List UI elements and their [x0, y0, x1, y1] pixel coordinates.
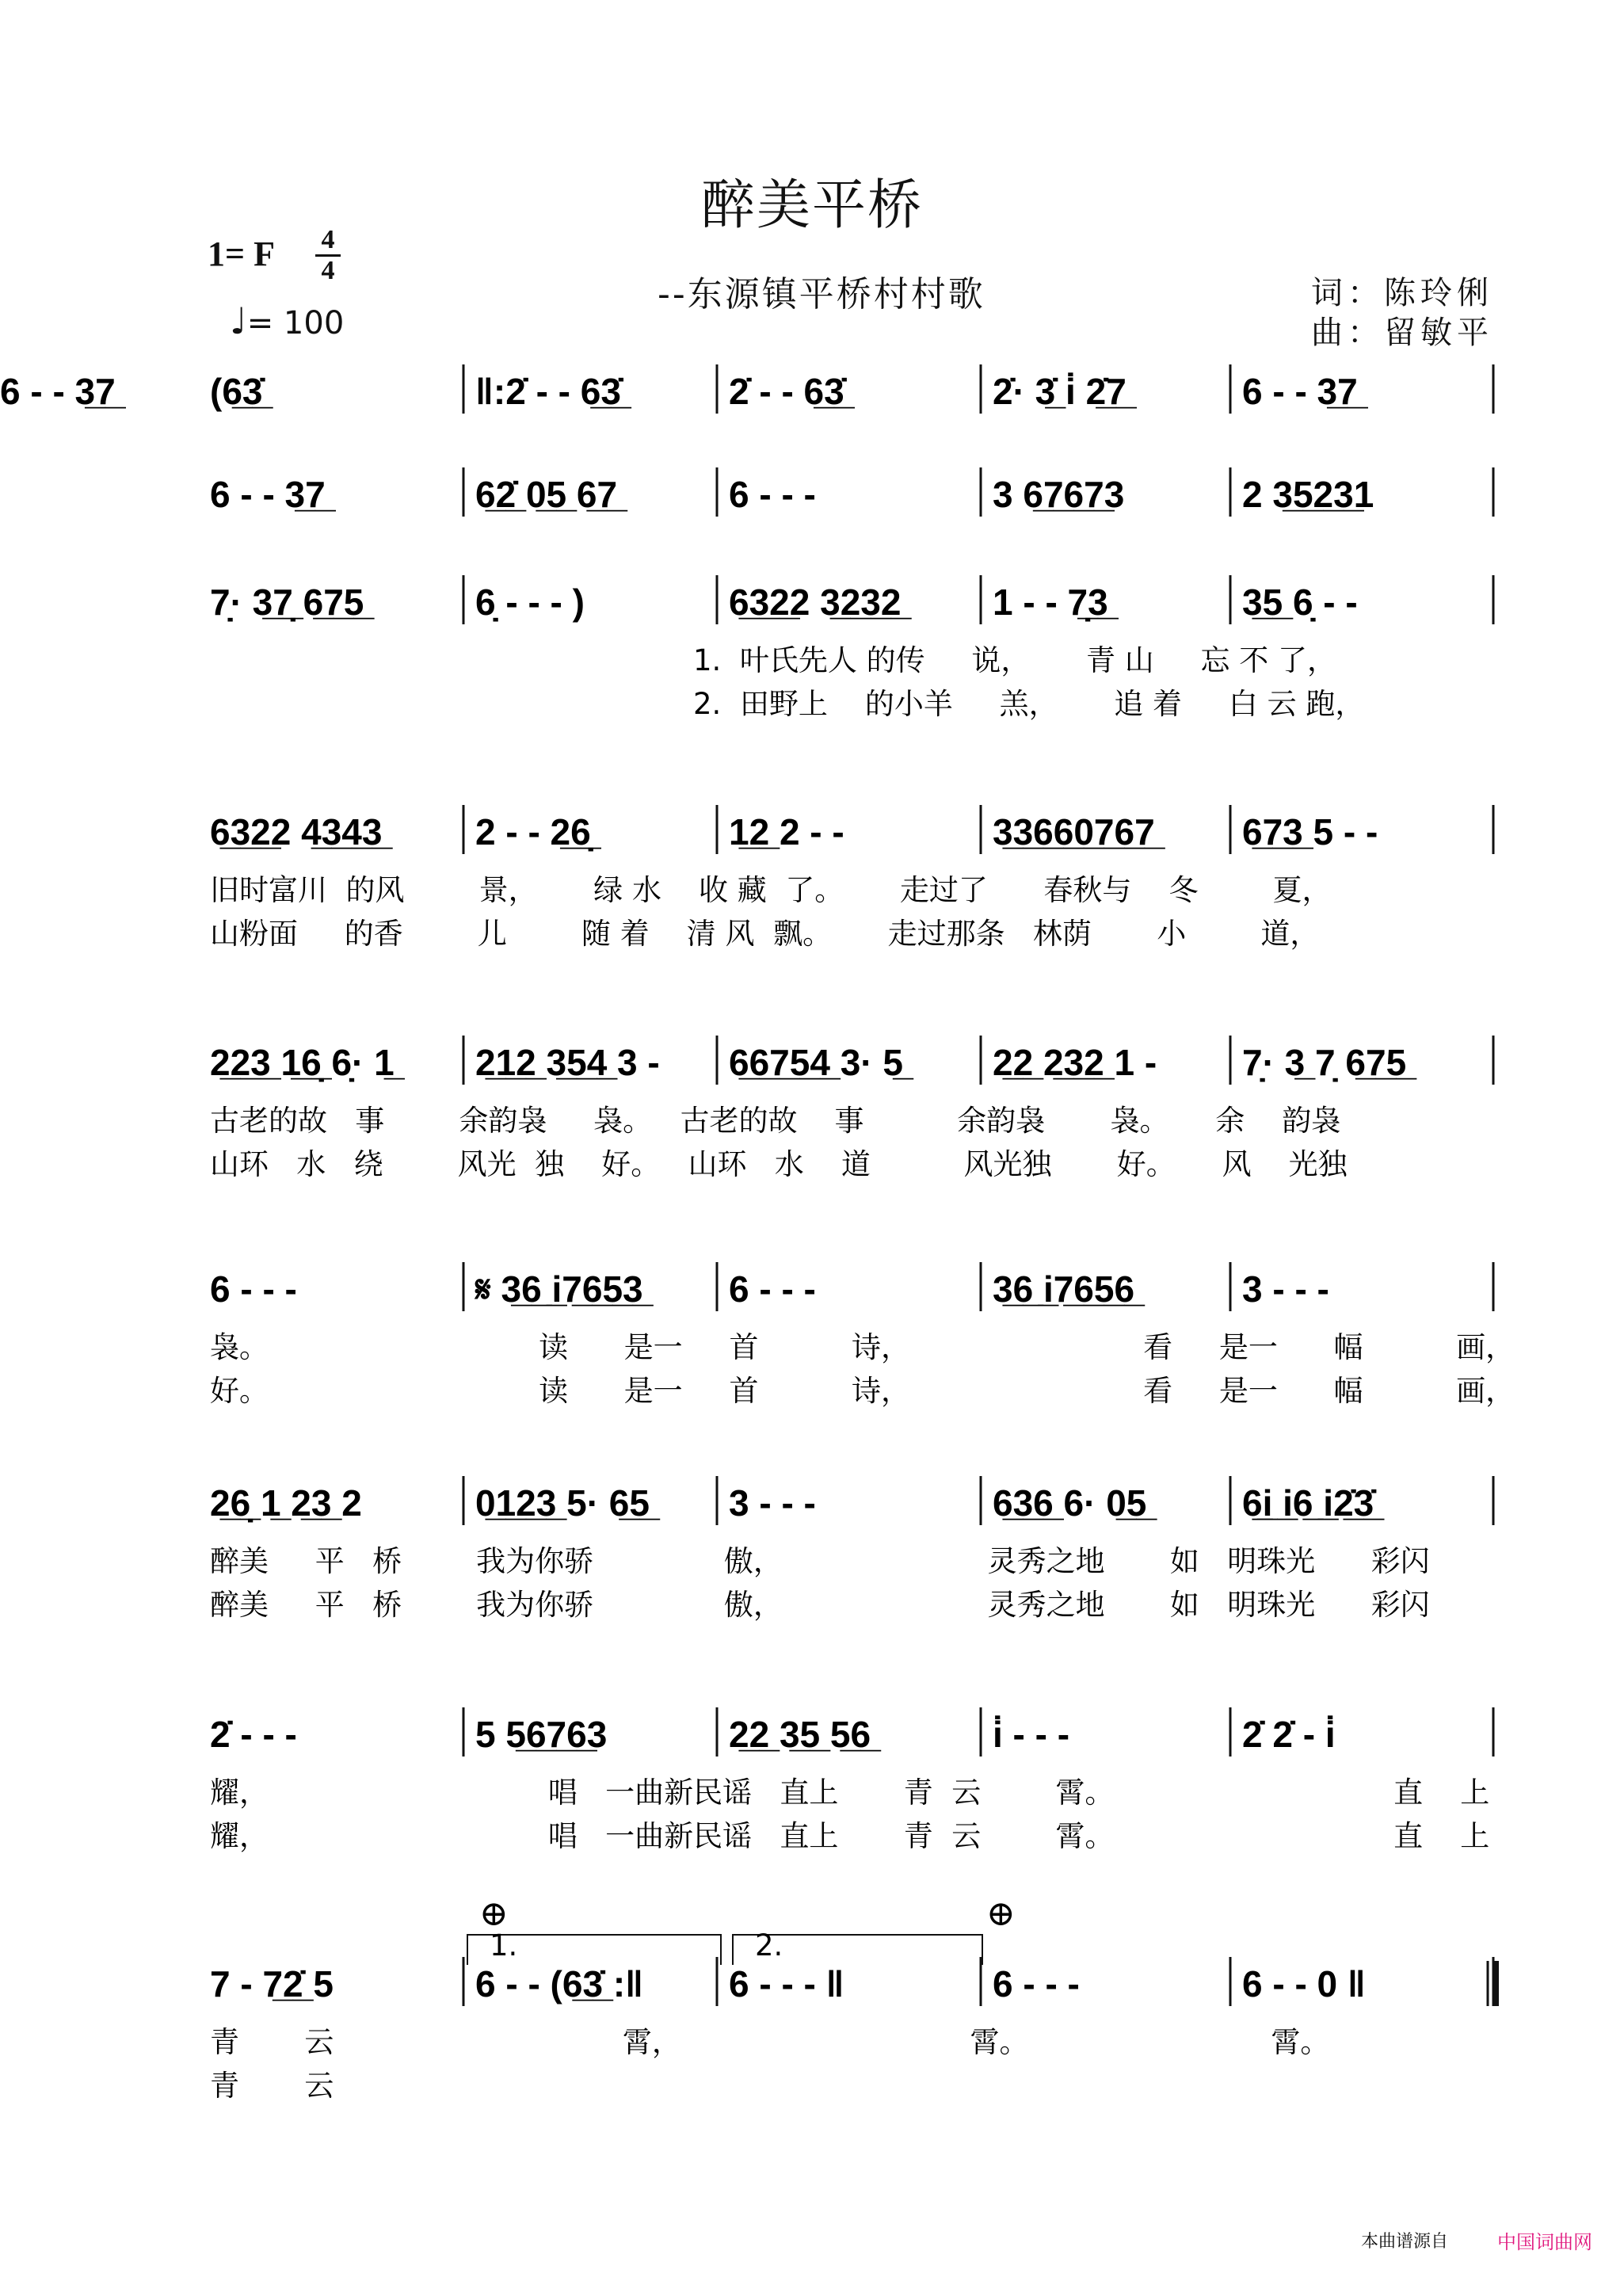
measure-notes: 2̲2̲ 3̲5̲ 5̲6̲ — [729, 1714, 871, 1755]
measure-notes: 6 - - - — [210, 1268, 297, 1310]
measure-notes: 2 3̲5̲2̲3̲1 — [1242, 474, 1374, 515]
volta-number: 1. — [490, 1928, 518, 1962]
measure-notes: 1̲2̲ 2 - - — [729, 811, 844, 853]
measure-notes: 2̇ 2̇ - i̇ — [1242, 1714, 1336, 1755]
measure-notes: 5 5̲6̲7̲6̲3 — [475, 1714, 608, 1755]
measure-notes: 6 - - 3̲7̲ — [0, 371, 116, 412]
lyric-line: 青 云 霄， 霄。 霄。 — [210, 2025, 1330, 2059]
measure-notes: 2 - - 2̲6̣̲ — [475, 811, 591, 853]
measure-notes: 2̲6̣̲ 1̲ 2̲3̲ 2 — [210, 1482, 362, 1524]
song-title: 醉美平桥 — [700, 174, 923, 237]
lyric-line: 山粉面 的香 儿 随 着 清 风 飘。 走过那条 林荫 小 道， — [210, 917, 1320, 951]
measure-notes: 2̇· 3̲̇ i̇ 2̲̇7̲ — [993, 371, 1127, 412]
measure-notes: 3̲5̲ 6̣ - - — [1242, 582, 1358, 623]
measure-notes: ‖:2̇ - - 6̲3̲̇ — [475, 371, 621, 412]
measure-notes: 𝄋 3̲6̲ i̲7̲6̲5̲3̲ — [475, 1268, 643, 1310]
lyric-line: 青 云 — [210, 2069, 334, 2103]
time-signature-top: 4 — [321, 225, 335, 254]
lyric-line: 2. 田野上 的小羊 羔， 追 着 白 云 跑， — [693, 687, 1365, 721]
measure-notes: 6̲2̲̇ 0̲5̲ 6̲7̲ — [475, 474, 618, 515]
measure-notes: 6 - - (6̲3̲̇ :‖ — [475, 1963, 644, 2004]
quarter-note-icon: ♩ — [230, 299, 247, 342]
lyric-line: 袅。 读 是一 首 诗， 看 是一 幅 画， — [210, 1330, 1515, 1364]
lyric-line: 醉美 平 桥 我为你骄 傲， 灵秀之地 如 明珠光 彩闪 — [210, 1544, 1430, 1578]
measure-notes: 6 - - - — [993, 1963, 1080, 2004]
measure-notes: 2̲1̲2̲ 3̲5̲4̲ 3 - — [475, 1042, 660, 1083]
measure-notes: (6̲3̲̇ — [210, 371, 263, 412]
measure-notes: 6 - - - — [729, 474, 816, 515]
coda-icon: ⊕ — [479, 1894, 509, 1934]
measure-notes: 6̲7̲3̲ 5 - - — [1242, 811, 1378, 853]
measure-notes: 2̇ - - 6̲3̲̇ — [729, 371, 844, 412]
measure-notes: 6̲3̲6̲ 6· 0̲5̲ — [993, 1482, 1147, 1524]
tempo-value: = 100 — [246, 305, 345, 341]
key-signature: 1= F — [208, 235, 275, 273]
song-subtitle: --东源镇平桥村村歌 — [658, 274, 985, 315]
lyric-line: 耀， 唱 一曲新民谣 直上 青 云 霄。 直 上 — [210, 1776, 1490, 1810]
measure-notes: 6̲6̲7̲5̲4̲ 3· 5̲ — [729, 1042, 903, 1083]
lyric-line: 1. 叶氏先人 的传 说， 青 山 忘 不 了， — [693, 643, 1337, 677]
measure-notes: 6 - - - ‖ — [729, 1963, 844, 2004]
measure-notes: 6 - - 3̲7̲ — [1242, 371, 1358, 412]
lyric-line: 旧时富川 的风 景， 绿 水 收 藏 了。 走过了 春秋与 冬 夏， — [210, 873, 1332, 907]
lyric-line: 醉美 平 桥 我为你骄 傲， 灵秀之地 如 明珠光 彩闪 — [210, 1588, 1430, 1622]
measure-notes: 7̣· 3̲7̣̲ 6̲7̲5̲ — [210, 582, 364, 623]
measure-notes: 2̲2̲3̲ 1̲6̣̲ 6̣· 1̲ — [210, 1042, 395, 1083]
lyric-line: 好。 读 是一 首 诗， 看 是一 幅 画， — [210, 1374, 1515, 1408]
volta-number: 2. — [755, 1928, 783, 1962]
measure-notes: 7 - 7̲2̲̇ 5 — [210, 1963, 334, 2004]
measure-notes: i̇ - - - — [993, 1714, 1070, 1755]
measure-notes: 3 - - - — [1242, 1268, 1329, 1310]
measure-notes: 7̣· 3̲ 7̣ 6̲7̲5̲ — [1242, 1042, 1407, 1083]
measure-notes: 2̲2̲ 2̲3̲2̲ 1 - — [993, 1042, 1157, 1083]
lyric-line: 古老的故 事 余韵袅 袅。 古老的故 事 余韵袅 袅。 余 韵袅 — [210, 1104, 1341, 1138]
coda-icon: ⊕ — [986, 1894, 1016, 1934]
time-signature-bottom: 4 — [321, 256, 335, 285]
composer-credit: 曲：留敏平 — [1311, 315, 1493, 351]
measure-notes: 3 6̲7̲6̲7̲3 — [993, 474, 1125, 515]
measure-notes: 6̣ - - - ) — [475, 582, 585, 623]
lyric-line: 耀， 唱 一曲新民谣 直上 青 云 霄。 直 上 — [210, 1819, 1490, 1853]
measure-notes: 6̲i̲ i̲6̲ i̲2̲̇3̲̇ — [1242, 1482, 1374, 1524]
measure-notes: 3̲3̲6̲6̲0̲7̲6̲7̲ — [993, 811, 1155, 853]
measure-notes: 2̇ - - - — [210, 1714, 297, 1755]
lyricist-credit: 词：陈玲俐 — [1311, 275, 1493, 311]
measure-notes: 6 - - 0 ‖ — [1242, 1963, 1366, 2004]
lyric-line: 山环 水 绕 风光 独 好。 山环 水 道 风光独 好。 风 光独 — [210, 1147, 1348, 1181]
measure-notes: 0̲1̲2̲3̲ 5· 6̲5̲ — [475, 1482, 650, 1524]
measure-notes: 6̲3̲2̲2 4̲3̲4̲3̲ — [210, 811, 383, 853]
measure-notes: 6 - - - — [729, 1268, 816, 1310]
measure-notes: 6 - - 3̲7̲ — [210, 474, 326, 515]
footer-source-label: 本曲谱源自 — [1361, 2232, 1449, 2252]
measure-notes: 3 - - - — [729, 1482, 816, 1524]
measure-notes: 6̲3̲2̲2 3̲2̲3̲2̲ — [729, 582, 902, 623]
measure-notes: 3̲6̲ i̲7̲6̲5̲6̲ — [993, 1268, 1135, 1310]
footer-site-link[interactable]: 中国词曲网 — [1497, 2231, 1592, 2253]
measure-notes: 1 - - 7̲̣3̲ — [993, 582, 1108, 623]
